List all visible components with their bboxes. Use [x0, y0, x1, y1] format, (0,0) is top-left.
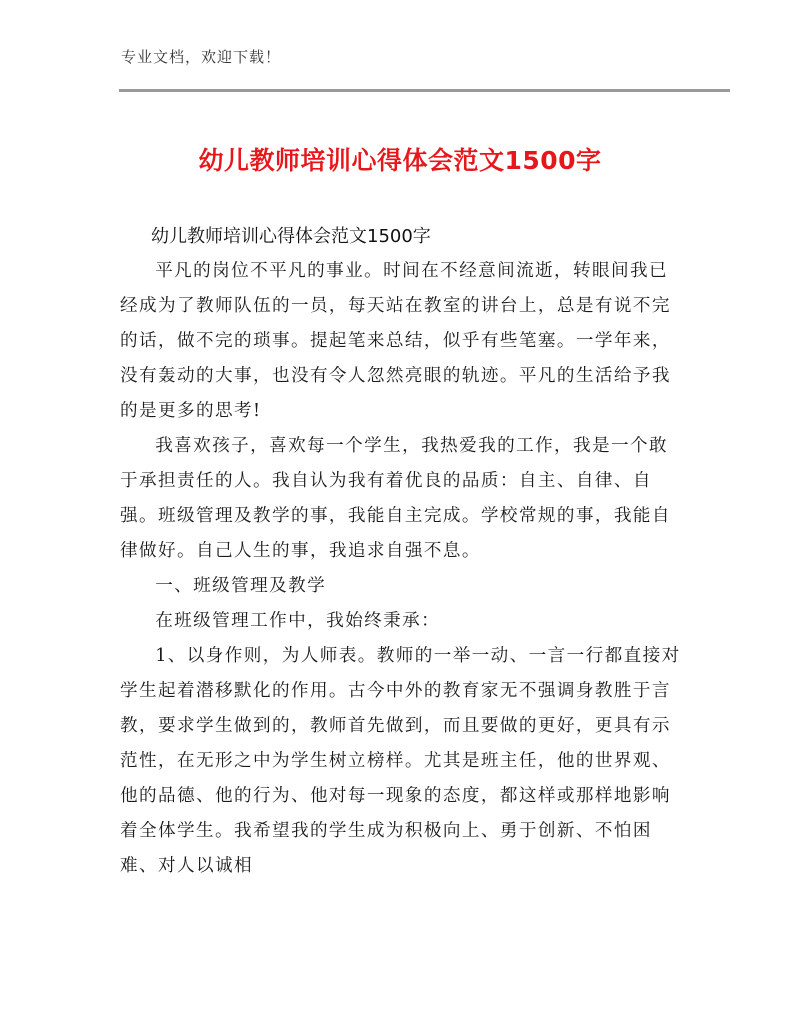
paragraph-love-children: 我喜欢孩子，喜欢每一个学生，我热爱我的工作，我是一个敢于承担责任的人。我自认为我有着优良的品质：自主、自律、自强。班级管理及教学的事，我能自主完成。学校常规的事，我能自律做好。自己人生的事，我追求自强不息。 [120, 436, 671, 561]
paragraph-intro: 平凡的岗位不平凡的事业。时间在不经意间流逝，转眼间我已经成为了教师队伍的一员，每天站在教室的讲台上，总是有说不完的话，做不完的琐事。提起笔来总结，似乎有些笔塞。一学年来，没有轰动的大事，也没有令人忽然亮眼的轨迹。平凡的生活给予我的是更多的思考! [120, 261, 671, 421]
document-body [120, 254, 685, 884]
document-subtitle: 幼儿教师培训心得体会范文1500字 [151, 226, 431, 247]
paragraph-management-principle: 在班级管理工作中，我始终秉承： [155, 611, 441, 631]
header-divider [119, 89, 730, 92]
document-title: 幼儿教师培训心得体会范文1500字 [198, 146, 602, 175]
section-heading-class-management: 一、班级管理及教学 [155, 576, 327, 596]
page-header-text: 专业文档，欢迎下载！ [121, 48, 282, 66]
paragraph-point-1: 1、以身作则，为人师表。教师的一举一动、一言一行都直接对学生起着潜移默化的作用。古今中外的教育家无不强调身教胜于言教，要求学生做到的，教师首先做到，而且要做的更好，更具有示范性，在无形之中为学生树立榜样。尤其是班主任，他的世界观、他的品德、他的行为、他对每一现象的态度，都这样或那样地影响着全体学生。我希望我的学生成为积极向上、勇于创新、不怕困难、对人以诚相 [120, 646, 681, 876]
